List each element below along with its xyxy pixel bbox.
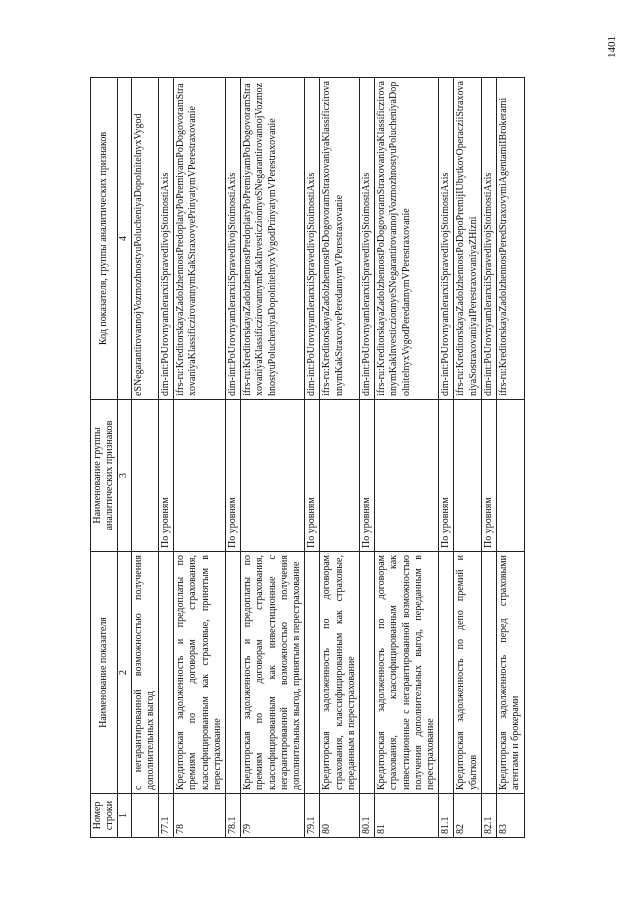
indicator-name-cell: Кредиторская задолженность и предоплаты по премиям по договорам страхования, классифицированным как страховые, принятым в перестрахование: [174, 552, 226, 794]
table-row: [305, 78, 320, 838]
row-number-cell: 79: [241, 794, 305, 838]
table-row: [375, 78, 439, 838]
code-cell: dim-int:PoUrovnyamIerarxiiSpravedlivojStoimostiAxis: [439, 78, 454, 400]
column-index: 2: [118, 552, 131, 794]
table-row: [159, 78, 174, 838]
table-row: [226, 78, 241, 838]
group-name-cell: [174, 400, 226, 552]
group-name-cell: По уровням: [159, 400, 174, 552]
header-code: Код показателя, группы аналитических признаков: [91, 78, 118, 400]
code-cell: dim-int:PoUrovnyamIerarxiiSpravedlivojStoimostiAxis: [159, 78, 174, 400]
code-cell: ifrs-ru:KreditorskayaZadolzhennostPoDogovoramStraxovaniyaKlassificzirovannymKakStraxovyePeredannymVPerestraxovanie: [320, 78, 360, 400]
group-name-cell: По уровням: [360, 400, 375, 552]
row-number-cell: 82.1: [481, 794, 496, 838]
indicators-table: [90, 77, 525, 838]
row-number-cell: 81.1: [439, 794, 454, 838]
indicator-name-cell: Кредиторская задолженность по договорам страхования, классифицированным как страховые, переданным в перестрахование: [320, 552, 360, 794]
column-index: 3: [118, 400, 131, 552]
code-cell: dim-int:PoUrovnyamIerarxiiSpravedlivojStoimostiAxis: [226, 78, 241, 400]
indicator-name-cell: Кредиторская задолженность перед страховыми агентами и брокерами: [497, 552, 524, 794]
indicator-name-cell: [360, 552, 375, 794]
table-row: [131, 78, 158, 838]
rotated-table-container: [90, 78, 550, 838]
indicator-name-cell: Кредиторская задолженность по депо премий и убытков: [454, 552, 481, 794]
indicator-name-cell: [481, 552, 496, 794]
group-name-cell: [497, 400, 524, 552]
page-number: 1401: [606, 36, 618, 58]
group-name-cell: [454, 400, 481, 552]
code-cell: dim-int:PoUrovnyamIerarxiiSpravedlivojStoimostiAxis: [360, 78, 375, 400]
row-number-cell: 79.1: [305, 794, 320, 838]
table-header-row: [91, 78, 118, 838]
indicator-name-cell: Кредиторская задолженность по договорам страхования, классифицированным как инвестиционные с негарантированной возможностью получения дополнительных выгод, переданным в перестрахование: [375, 552, 439, 794]
indicator-name-cell: [159, 552, 174, 794]
group-name-cell: По уровням: [481, 400, 496, 552]
header-row-number: Номер строки: [91, 794, 118, 838]
table-row: [454, 78, 481, 838]
table-row: [360, 78, 375, 838]
column-index: 4: [118, 78, 131, 400]
table-row: [481, 78, 496, 838]
row-number-cell: 82: [454, 794, 481, 838]
group-name-cell: [320, 400, 360, 552]
group-name-cell: По уровням: [226, 400, 241, 552]
row-number-cell: 80: [320, 794, 360, 838]
group-name-cell: [241, 400, 305, 552]
row-number-cell: 78.1: [226, 794, 241, 838]
column-index-row: [118, 78, 131, 838]
group-name-cell: По уровням: [439, 400, 454, 552]
indicator-name-cell: [305, 552, 320, 794]
header-group-name: Наименование группы аналитических признаков: [91, 400, 118, 552]
indicator-name-cell: Кредиторская задолженность и предоплаты по премиям по договорам страхования, классифицированным как инвестиционные с негарантированной возможностью получения дополнительных выгод, принятым в перестрахование: [241, 552, 305, 794]
code-cell: ifrs-ru:KreditorskayaZadolzhennostPeredStraxovymiAgentamiIBrokerami: [497, 78, 524, 400]
table-row: [241, 78, 305, 838]
indicator-name-cell: [226, 552, 241, 794]
code-cell: ifrs-ru:KreditorskayaZadolzhennostPredoplatyPoPremiyamPoDogovoramStraxovaniyaKlassificzirovannymKakStraxovyePrinyatymVPerestraxovanie: [174, 78, 226, 400]
header-indicator-name: Наименование показателя: [91, 552, 118, 794]
row-number-cell: 80.1: [360, 794, 375, 838]
row-number-cell: 78: [174, 794, 226, 838]
row-number-cell: [131, 794, 158, 838]
row-number-cell: 83: [497, 794, 524, 838]
indicator-name-cell: с негарантированной возможностью получения дополнительных выгод: [131, 552, 158, 794]
table-row: [497, 78, 524, 838]
table-body: [118, 78, 524, 838]
code-cell: eSNegarantirovannojVozmozhnostyuPolucheniyaDopolnitelnyxVygod: [131, 78, 158, 400]
code-cell: ifrs-ru:KreditorskayaZadolzhennostPoDogovoramStraxovaniyaKlassificzirovannymKakInvesticzionnyeSNegarantirovannojVozmozhnostyuPolucheniyaDopolnitelnyxVygodPeredannymVPerestraxovanie: [375, 78, 439, 400]
row-number-cell: 81: [375, 794, 439, 838]
column-index: 1: [118, 794, 131, 838]
code-cell: ifrs-ru:KreditorskayaZadolzhennostPredoplatyPoPremiyamPoDogovoramStraxovaniyaKlassificzirovannymKakInvesticzionnyeSNegarantirovannojVozmozhnostyuPolucheniyaDopolnitelnyxVygodPrinyatymVPerestraxovanie: [241, 78, 305, 400]
code-cell: dim-int:PoUrovnyamIerarxiiSpravedlivojStoimostiAxis: [481, 78, 496, 400]
group-name-cell: [375, 400, 439, 552]
table-row: [174, 78, 226, 838]
table-row: [439, 78, 454, 838]
code-cell: dim-int:PoUrovnyamIerarxiiSpravedlivojStoimostiAxis: [305, 78, 320, 400]
row-number-cell: 77.1: [159, 794, 174, 838]
indicator-name-cell: [439, 552, 454, 794]
table-row: [320, 78, 360, 838]
group-name-cell: По уровням: [305, 400, 320, 552]
code-cell: ifrs-ru:KreditorskayaZadolzhennostPoDepoPremijIUbytkovOperacziiStraxovaniyaSostraxovaniyaIPerestraxovaniyaZHizni: [454, 78, 481, 400]
group-name-cell: [131, 400, 158, 552]
